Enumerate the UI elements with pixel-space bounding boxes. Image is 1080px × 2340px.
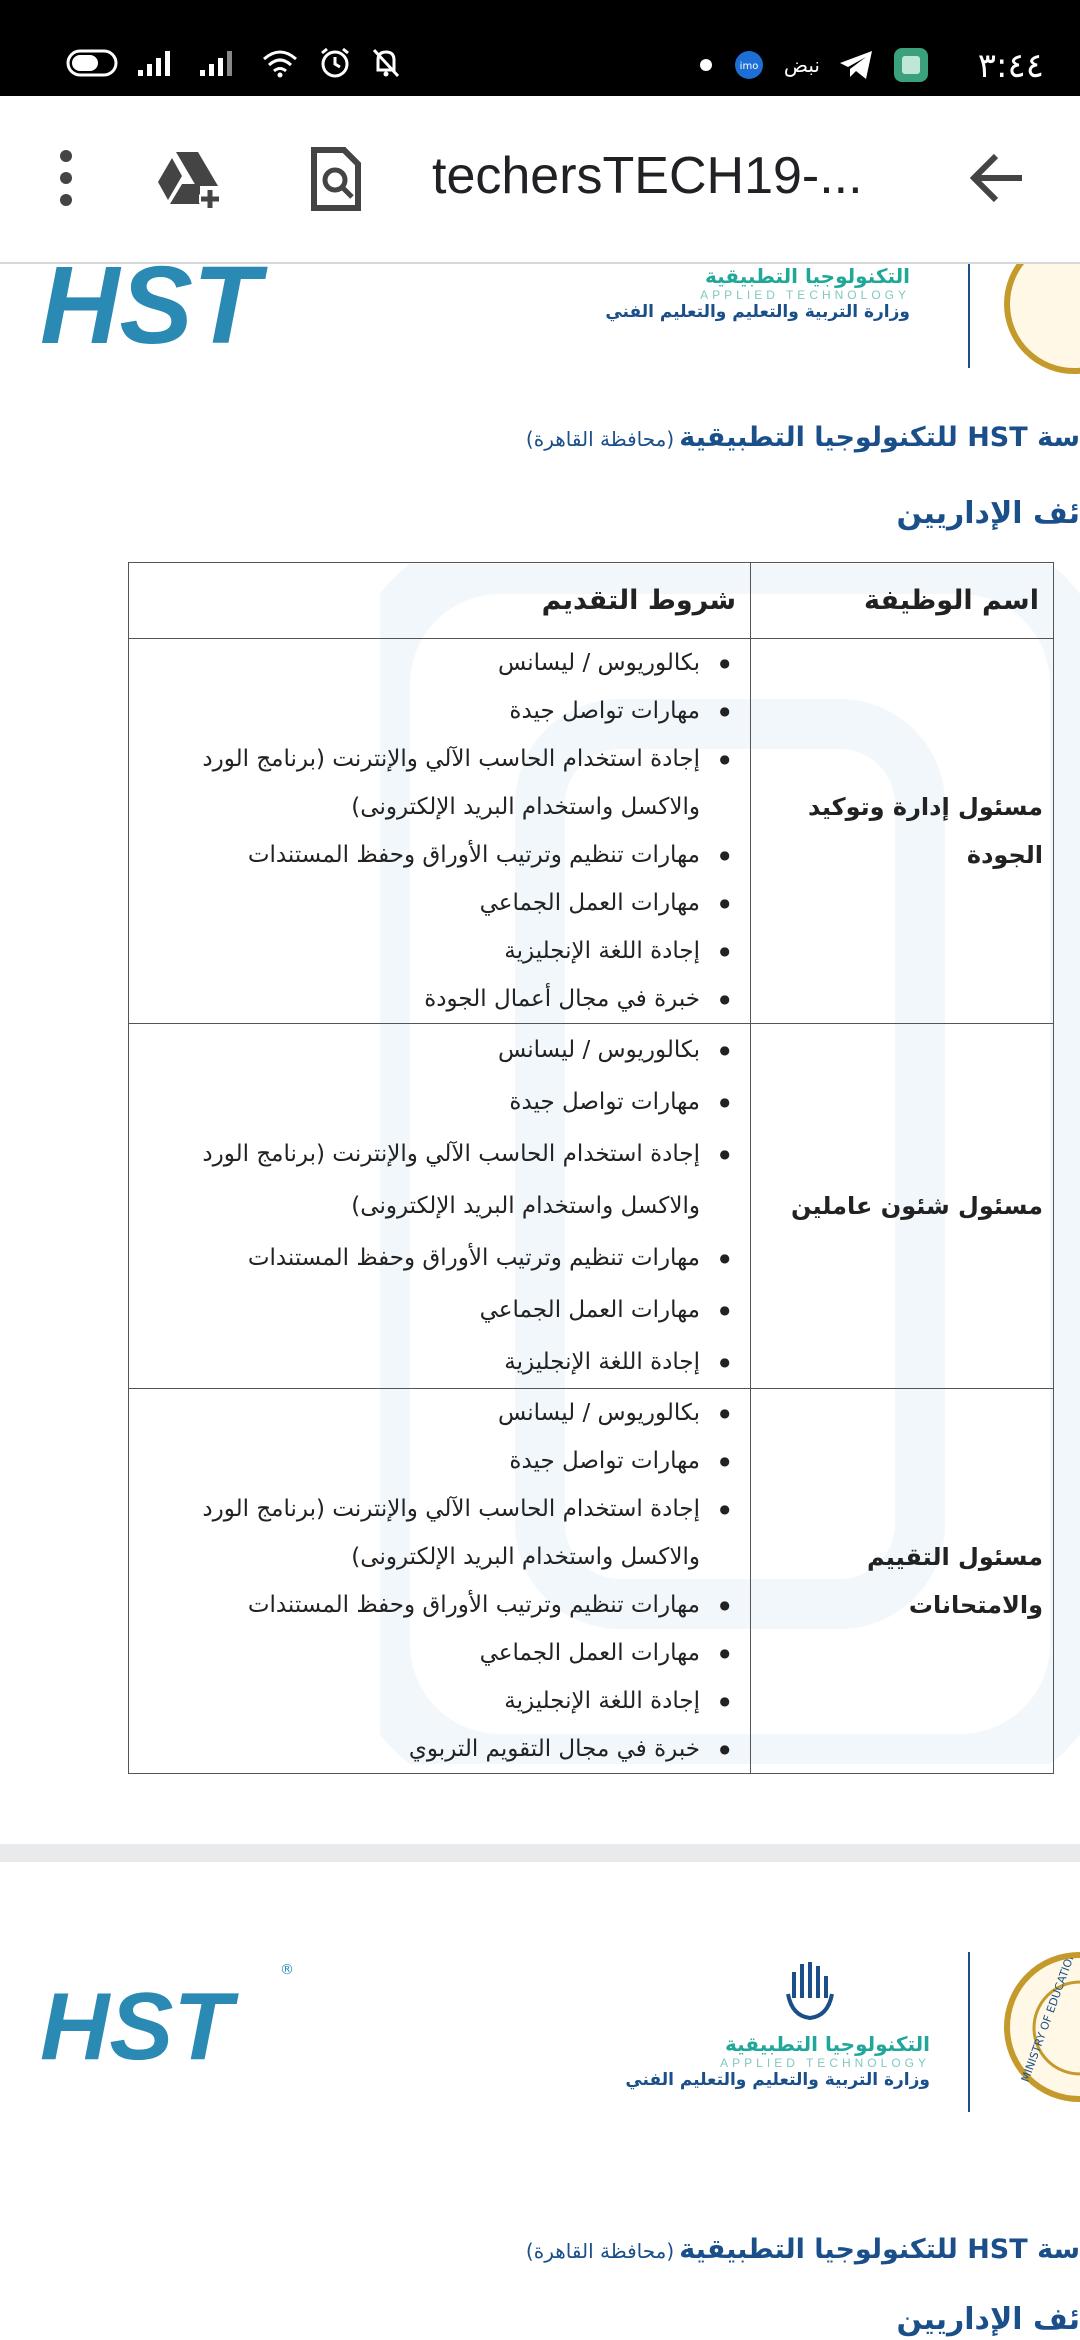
svg-text:MINISTRY OF EDUCATION: MINISTRY OF EDUCATION — [1018, 1958, 1079, 2084]
find-in-page-icon[interactable] — [310, 146, 362, 212]
document-title: techersTECH19-... — [432, 147, 863, 205]
section-title: ئف الإداريين — [896, 496, 1080, 531]
signal-icon — [198, 48, 242, 78]
back-arrow-icon[interactable] — [970, 152, 1024, 204]
list-item: ● إجادة اللغة الإنجليزية — [135, 927, 700, 975]
table-row — [129, 639, 1054, 1024]
page-header — [0, 1952, 1080, 2122]
header-divider — [968, 1952, 970, 2112]
list-item: ● إجادة استخدام الحاسب الآلي والإنترنت (برنامج الورد والاكسل واستخدام البريد الإلكترونى) — [135, 1128, 700, 1232]
institution-line: سة HST للتكنولوجيا التطبيقية (محافظة القاهرة) — [525, 2234, 1080, 2265]
hst-logo: HST — [40, 264, 260, 367]
seal-emblem-icon — [1010, 1958, 1080, 2098]
requirements-list — [129, 1024, 750, 1388]
jobs-table — [128, 562, 1054, 1774]
list-item: ● مهارات تواصل جيدة — [135, 1437, 700, 1485]
ministry-logo: التكنولوجيا التطبيقية APPLIED TECHNOLOGY وزارة التربية والتعليم والتعليم الفني — [625, 2032, 930, 2090]
list-item: ● مهارات تنظيم وترتيب الأوراق وحفظ المستندات — [135, 831, 700, 879]
trademark-symbol: ® — [280, 1962, 294, 1978]
mute-icon — [370, 46, 402, 80]
status-time: ٣:٤٤ — [977, 46, 1044, 86]
toggle-icon — [66, 49, 118, 77]
requirements-cell — [129, 1024, 751, 1389]
list-item: ● مهارات تنظيم وترتيب الأوراق وحفظ المستندات — [135, 1232, 700, 1284]
document-page-2[interactable] — [0, 1862, 1080, 2340]
signal-icon — [136, 48, 180, 78]
ministry-seal — [1004, 1952, 1080, 2102]
list-item: ● مهارات العمل الجماعي — [135, 1284, 700, 1336]
status-icons-left — [66, 46, 402, 80]
carrier-label: نبض — [783, 53, 820, 77]
header-requirements: شروط التقديم — [129, 563, 751, 639]
dot-icon — [698, 57, 714, 73]
list-item: ● خبرة في مجال أعمال الجودة — [135, 975, 700, 1023]
hst-logo: HST — [40, 1973, 232, 2080]
job-name-cell: مسئول التقييم والامتحانات — [751, 1389, 1054, 1774]
add-to-drive-icon[interactable] — [156, 148, 226, 210]
list-item: ● إجادة استخدام الحاسب الآلي والإنترنت (برنامج الورد والاكسل واستخدام البريد الإلكترونى) — [135, 735, 700, 831]
list-item: ● بكالوريوس / ليسانس — [135, 1389, 700, 1437]
table-row — [129, 1024, 1054, 1389]
svg-text:imo: imo — [739, 61, 759, 72]
section-title: ئف الإداريين — [896, 2302, 1080, 2337]
institution-line: سة HST للتكنولوجيا التطبيقية (محافظة القاهرة) — [525, 422, 1080, 453]
alarm-icon — [318, 46, 352, 80]
list-item: ● بكالوريوس / ليسانس — [135, 639, 700, 687]
imo-icon — [732, 48, 766, 82]
hand-logo-icon — [784, 1958, 836, 2026]
requirements-list — [129, 639, 750, 1023]
job-name-cell: مسئول شئون عاملين — [751, 1024, 1054, 1389]
list-item: ● مهارات العمل الجماعي — [135, 1629, 700, 1677]
requirements-cell — [129, 1389, 751, 1774]
table-row — [129, 1389, 1054, 1774]
requirements-cell — [129, 639, 751, 1024]
list-item: ● إجادة استخدام الحاسب الآلي والإنترنت (برنامج الورد والاكسل واستخدام البريد الإلكترونى) — [135, 1485, 700, 1581]
list-item: ● بكالوريوس / ليسانس — [135, 1024, 700, 1076]
requirements-list — [129, 1389, 750, 1773]
list-item: ● إجادة اللغة الإنجليزية — [135, 1677, 700, 1725]
list-item: ● مهارات تواصل جيدة — [135, 1076, 700, 1128]
list-item: ● إجادة اللغة الإنجليزية — [135, 1336, 700, 1388]
status-icons-right — [698, 46, 930, 84]
telegram-icon — [838, 49, 874, 81]
job-name-cell: مسئول إدارة وتوكيد الجودة — [751, 639, 1054, 1024]
more-vert-icon[interactable] — [52, 146, 80, 210]
wifi-icon — [260, 47, 300, 79]
table-header-row — [129, 563, 1054, 639]
list-item: ● مهارات تواصل جيدة — [135, 687, 700, 735]
ministry-logo: التكنولوجيا التطبيقية APPLIED TECHNOLOGY وزارة التربية والتعليم والتعليم الفني — [605, 264, 910, 322]
list-item: ● خبرة في مجال التقويم التربوي — [135, 1725, 700, 1773]
list-item: ● مهارات تنظيم وترتيب الأوراق وحفظ المستندات — [135, 1581, 700, 1629]
toolbar — [0, 96, 1080, 264]
ministry-seal — [1004, 264, 1080, 374]
list-item: ● مهارات العمل الجماعي — [135, 879, 700, 927]
document-page-1[interactable] — [0, 264, 1080, 1844]
page-header — [0, 264, 1080, 367]
status-bar — [0, 0, 1080, 96]
header-divider — [968, 264, 970, 368]
header-job-name: اسم الوظيفة — [751, 563, 1054, 639]
app-icon — [892, 46, 930, 84]
